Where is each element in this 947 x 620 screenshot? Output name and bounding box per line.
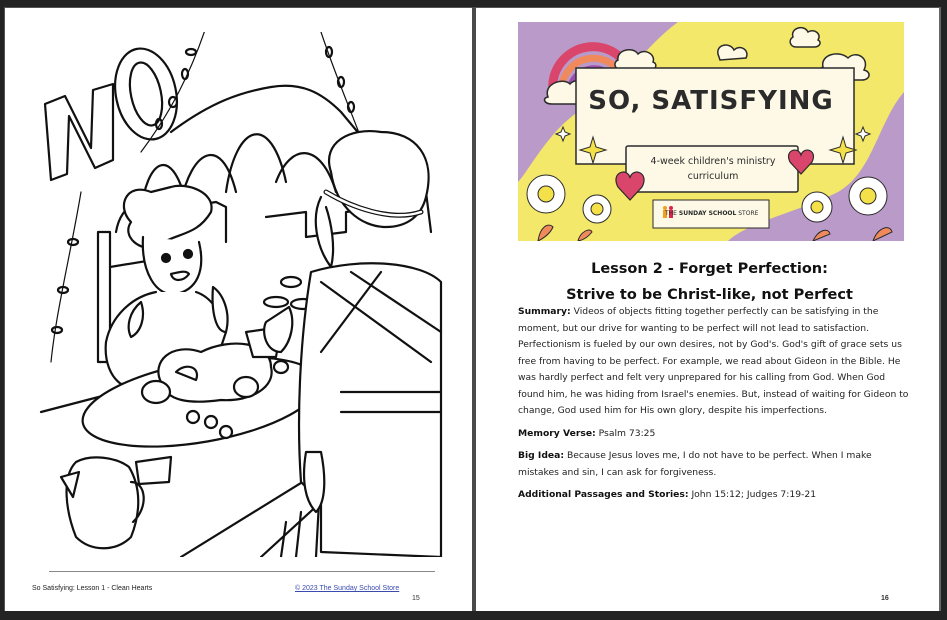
additional-passages-label: Additional Passages and Stories:: [518, 489, 689, 500]
additional-passages-text: John 15:12; Judges 7:19-21: [688, 489, 817, 500]
banner-artwork: [518, 22, 904, 241]
banner-subtitle: [628, 154, 798, 184]
page-number: 16: [881, 595, 889, 602]
brand-bold: SUNDAY SCHOOL: [678, 210, 737, 217]
lesson-title: [476, 256, 943, 308]
copyright-link[interactable]: © 2023 The Sunday School Store: [295, 585, 400, 592]
no-letters-graphic: [45, 43, 185, 180]
right-page: [474, 7, 941, 611]
big-idea-paragraph: [518, 448, 913, 481]
banner-subtitle-line1: 4-week children's ministry: [650, 156, 776, 167]
footer-lesson-text: So Satisfying: Lesson 1 - Clean Hearts: [32, 585, 153, 592]
lesson-title-line2: Strive to be Christ-like, not Perfect: [566, 287, 853, 303]
memory-verse-paragraph: [518, 426, 913, 443]
banner-subtitle-line2: curriculum: [687, 171, 739, 182]
brand-suffix: STORE: [736, 210, 759, 217]
additional-passages-paragraph: [518, 487, 913, 504]
brand-logo-text: [665, 210, 758, 217]
coloring-illustration: [21, 32, 445, 557]
memory-verse-label: Memory Verse:: [518, 427, 596, 439]
left-page: [4, 7, 472, 611]
summary-text: Videos of objects fitting together perfectly can be satisfying in the moment, but our drive for wanting to be perfect will not lead to satisfaction. Perfectionism is fueled by our own desires, not by God's. God's gift of grace sets us free from having to be perfect. For example, we read about Gideon in the Bible. He was hardly perfect and felt very unprepared for his calling from God. When God found him, he was hiding from Israel's enemies. But, instead of waiting for Gideon to change, God used him for His own glory, despite his imperfections.: [518, 306, 909, 416]
big-idea-label: Big Idea:: [518, 450, 565, 461]
lesson-title-line1: Lesson 2 - Forget Perfection:: [591, 261, 828, 277]
summary-paragraph: [518, 304, 913, 420]
big-idea-text: Because Jesus loves me, I do not have to be perfect. When I make mistakes and sin, I can ask for forgiveness.: [518, 450, 872, 478]
memory-verse-text: Psalm 73:25: [595, 427, 656, 439]
curriculum-banner: [518, 22, 904, 241]
footer-divider: [49, 571, 435, 572]
lesson-body: [518, 304, 913, 510]
page-number: 15: [412, 595, 420, 602]
banner-title: SO, SATISFYING: [588, 86, 834, 116]
brand-prefix: THE: [665, 210, 679, 217]
summary-label: Summary:: [518, 306, 571, 317]
